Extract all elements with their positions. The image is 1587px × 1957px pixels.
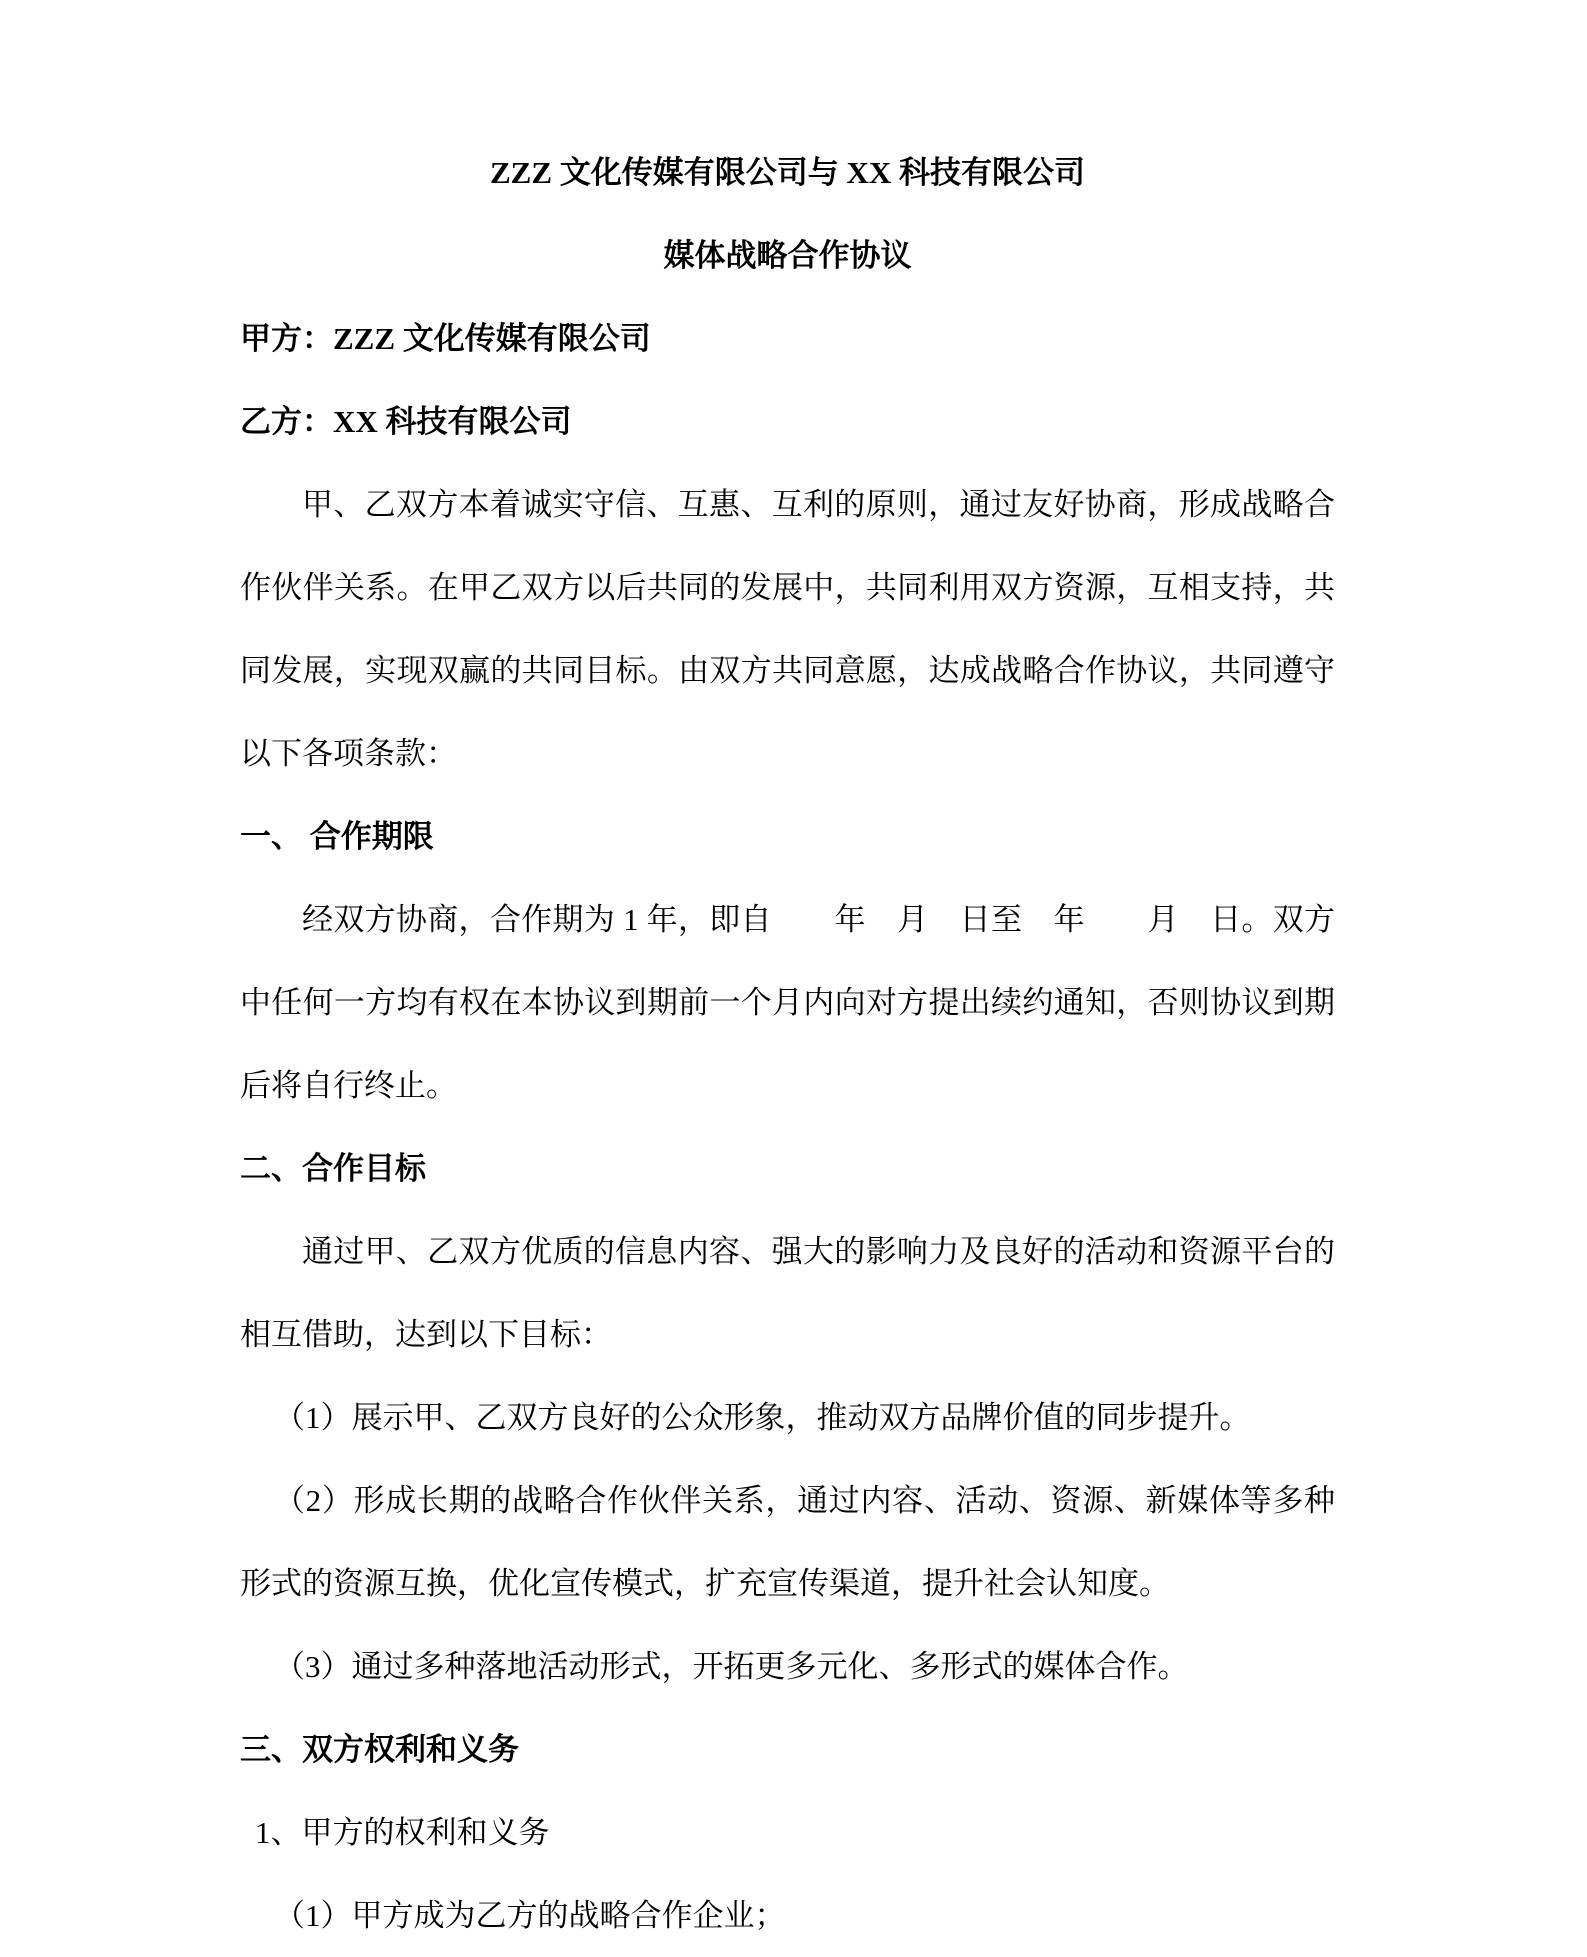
contract-page — [240, 131, 1335, 1957]
document-title: ZZZ 文化传媒有限公司与 XX 科技有限公司 — [489, 155, 1086, 190]
section-1-paragraph: 经双方协商，合作期为 1 年，即自 年 月 日至 年 月 日。双方中任何一方均有权在本协议到期前一个月内向对方提出续约通知，否则协议到期后将自行终止。 — [240, 902, 1335, 1103]
section-2-item-3: （3）通过多种落地活动形式，开拓更多元化、多形式的媒体合作。 — [274, 1649, 1189, 1684]
section-1-heading: 一、 合作期限 — [240, 819, 434, 854]
party-a-line: 甲方：ZZZ 文化传媒有限公司 — [240, 321, 651, 356]
section-2-item-2: （2）形成长期的战略合作伙伴关系，通过内容、活动、资源、新媒体等多种形式的资源互换，优化宣传模式，扩充宣传渠道，提升社会认知度。 — [240, 1483, 1335, 1601]
section-3-item-1: （1）甲方成为乙方的战略合作企业； — [274, 1898, 786, 1933]
section-2-heading: 二、合作目标 — [240, 1151, 426, 1186]
party-b-line: 乙方：XX 科技有限公司 — [240, 404, 572, 439]
section-3-heading: 三、双方权利和义务 — [240, 1732, 519, 1767]
section-2-item-1: （1）展示甲、乙双方良好的公众形象，推动双方品牌价值的同步提升。 — [274, 1400, 1251, 1435]
section-2-intro: 通过甲、乙双方优质的信息内容、强大的影响力及良好的活动和资源平台的相互借助，达到以下目标： — [240, 1234, 1335, 1352]
preamble-paragraph: 甲、乙双方本着诚实守信、互惠、互利的原则，通过友好协商，形成战略合作伙伴关系。在甲乙双方以后共同的发展中，共同利用双方资源，互相支持，共同发展，实现双赢的共同目标。由双方共同意愿，达成战略合作协议，共同遵守以下各项条款： — [240, 487, 1335, 771]
section-3-subheading-1: 1、甲方的权利和义务 — [255, 1815, 550, 1850]
document-subtitle: 媒体战略合作协议 — [663, 238, 912, 273]
